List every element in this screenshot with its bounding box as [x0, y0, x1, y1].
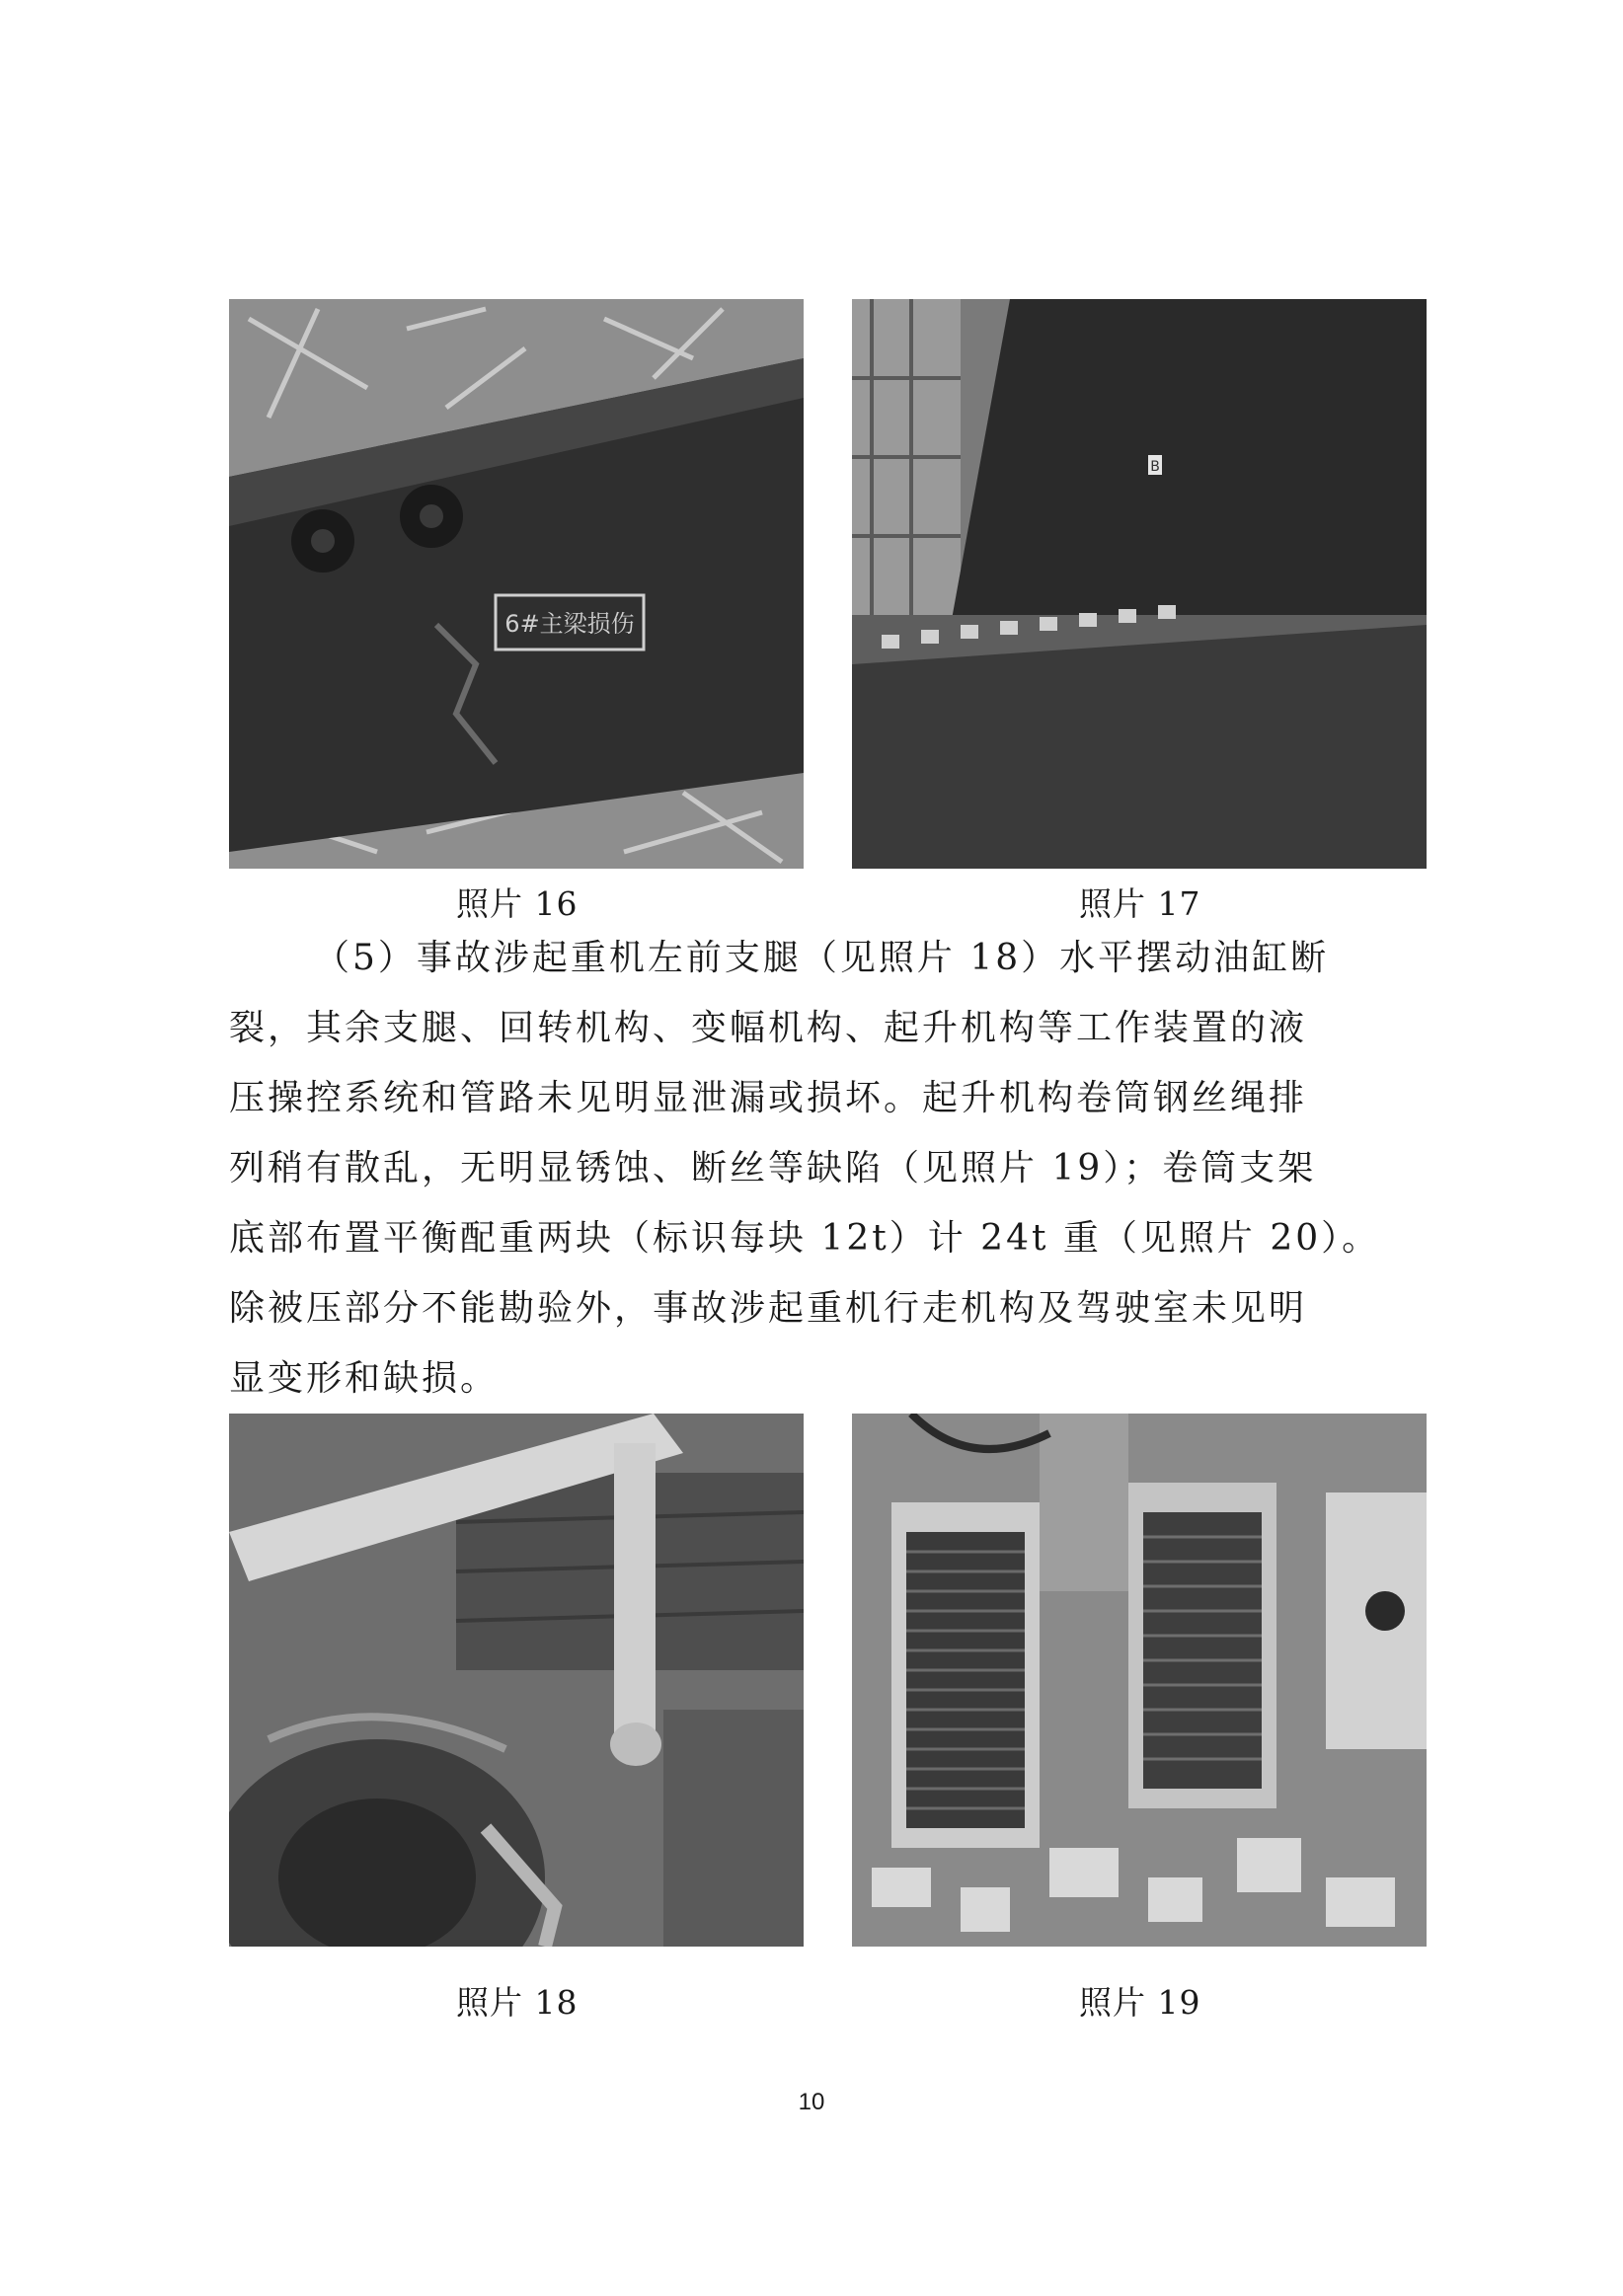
- photo-16: [229, 299, 804, 869]
- paragraph-line: 裂，其余支腿、回转机构、变幅机构、起升机构等工作装置的液: [229, 1008, 1308, 1048]
- photo-17-overlay-label: B: [1150, 459, 1160, 475]
- photo-18-caption: 照片 18: [456, 1983, 579, 2022]
- page-number: 10: [798, 2089, 825, 2115]
- paragraph-line: 除被压部分不能勘验外，事故涉起重机行走机构及驾驶室未见明: [229, 1288, 1308, 1329]
- photo-16-overlay-label: 6#主梁损伤: [504, 610, 635, 638]
- paragraph-line: 显变形和缺损。: [229, 1358, 500, 1399]
- paragraph-line: 底部布置平衡配重两块（标识每块 12t）计 24t 重（见照片 20）。: [229, 1218, 1381, 1259]
- photo-18: [229, 1414, 804, 1947]
- photo-17-image: [852, 299, 1427, 869]
- body-paragraph: [229, 923, 1410, 1414]
- photo-19-image: [852, 1414, 1427, 1947]
- photo-16-image: [229, 299, 804, 869]
- paragraph-line: 列稍有散乱，无明显锈蚀、断丝等缺陷（见照片 19）；卷筒支架: [229, 1148, 1317, 1188]
- photo-17: [852, 299, 1427, 869]
- photo-17-caption: 照片 17: [1079, 884, 1201, 923]
- photo-19: [852, 1414, 1427, 1947]
- photo-16-caption: 照片 16: [456, 884, 579, 923]
- paragraph-line: 压操控系统和管路未见明显泄漏或损坏。起升机构卷筒钢丝绳排: [229, 1078, 1308, 1118]
- photo-18-image: [229, 1414, 804, 1947]
- paragraph-line: （5）事故涉起重机左前支腿（见照片 18）水平摆动油缸断: [314, 938, 1330, 978]
- photo-19-caption: 照片 19: [1079, 1983, 1201, 2022]
